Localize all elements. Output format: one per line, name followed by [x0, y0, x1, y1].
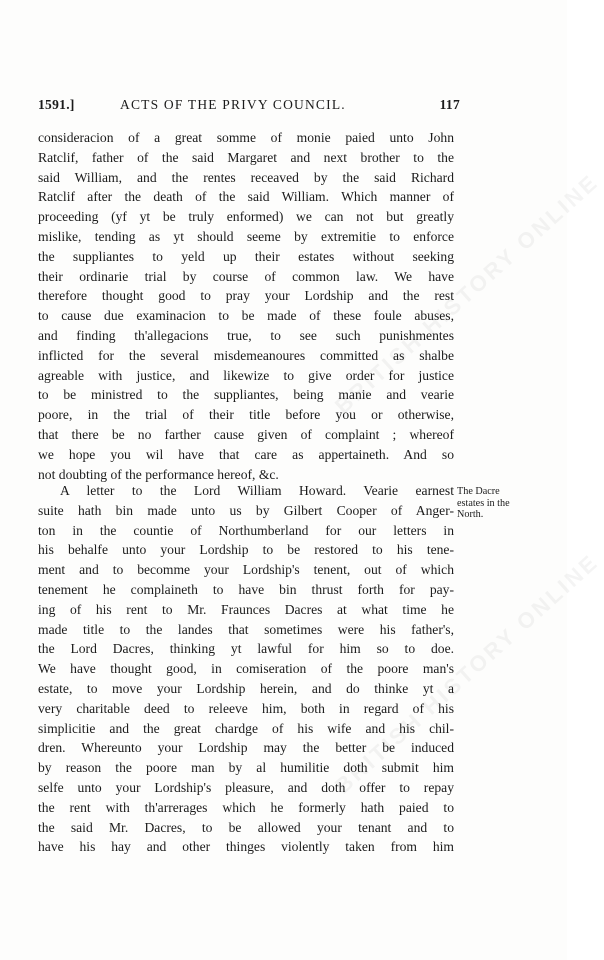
text-line: Ratclif, father of the said Margaret and next brother to the — [38, 149, 454, 165]
text-line: to be ministred to the suppliantes, being manie and vearie — [38, 387, 454, 403]
paragraph — [38, 128, 454, 484]
header-year: 1591.] — [38, 97, 75, 112]
text-line: made title to the landes that sometimes were his father's, — [38, 621, 454, 637]
text-line: ton in the countie of Northumberland for our letters in — [38, 522, 454, 538]
text-line: and finding th'allegacions true, to see such punishmentes — [38, 327, 454, 343]
text-line: consideracion of a great somme of monie paied unto John — [38, 130, 454, 145]
text-line: proceeding (yf yt be truly enformed) we can not but greatly — [38, 209, 454, 225]
text-line: by reason the poore man by al humilitie doth submit him — [38, 760, 454, 776]
marginal-note-line: North. — [457, 509, 484, 520]
text-line: simplicitie and the great chardge of his wife and his chil- — [38, 720, 454, 736]
text-line: mislike, tending as yt should seeme by extremitie to enforce — [38, 228, 454, 244]
paragraph — [38, 481, 454, 857]
text-line: Ratclif after the death of the said William. Which manner of — [38, 189, 454, 205]
text-line: the rent with th'arrerages which he formerly hath paied to — [38, 799, 454, 815]
text-line: their ordinarie trial by course of common law. We have — [38, 268, 454, 284]
text-line: very charitable deed to releeve him, both in regard of his — [38, 700, 454, 716]
text-line: said William, and the rentes receaved by the said Richard — [38, 169, 454, 185]
text-line: estate, to move your Lordship herein, and do thinke yt a — [38, 680, 454, 696]
text-line: agreable with justice, and likewize to give order for justice — [38, 367, 454, 383]
text-line: the said Mr. Dacres, to be allowed your tenant and to — [38, 819, 454, 835]
text-line: ment and to becomme your Lordship's tenent, out of which — [38, 562, 454, 578]
text-line: his behalfe unto your Lordship to be restored to his tene- — [38, 542, 454, 558]
marginal-note-line: The Dacre — [457, 486, 500, 497]
text-line: not doubting of the performance hereof, &c. — [38, 466, 279, 482]
text-line: the Lord Dacres, thinking yt lawful for him so to doe. — [38, 641, 454, 657]
running-header — [38, 97, 460, 117]
watermark: BRITISH HISTORY ONLINE — [330, 168, 604, 419]
text-line: dren. Whereunto your Lordship may the better be induced — [38, 740, 454, 756]
text-line: ing of his rent to Mr. Fraunces Dacres at what time he — [38, 601, 454, 617]
text-line: have his hay and other thinges violently taken from him — [38, 839, 454, 855]
text-line: the suppliantes to yeld up their estates without seeking — [38, 248, 454, 264]
page-number: 117 — [439, 97, 460, 112]
text-line: we hope you wil have that care as appertaineth. And so — [38, 446, 454, 462]
text-line: tenement he complaineth to have bin thrust forth for pay- — [38, 581, 454, 597]
watermark: BRITISH HISTORY ONLINE — [330, 548, 604, 799]
running-title: ACTS OF THE PRIVY COUNCIL. — [120, 97, 346, 112]
text-line: suite hath bin made unto us by Gilbert Cooper of Anger- — [38, 502, 454, 518]
marginal-note-line: estates in the — [457, 497, 510, 509]
text-line: to cause due examinacion to be made of these foule abuses, — [38, 308, 454, 324]
text-line: inflicted for the several misdemeanoures committed as shalbe — [38, 347, 454, 363]
text-line: that there be no farther cause given of complaint ; whereof — [38, 426, 454, 442]
text-line: poore, in the trial of their title before you or otherwise, — [38, 407, 454, 423]
text-line: A letter to the Lord William Howard. Vearie earnest — [60, 483, 454, 498]
text-line: therefore thought good to pray your Lordship and the rest — [38, 288, 454, 304]
marginal-note — [457, 486, 565, 521]
text-line: selfe unto your Lordship's pleasure, and doth offer to repay — [38, 779, 454, 795]
text-line: We have thought good, in comiseration of the poore man's — [38, 661, 454, 677]
